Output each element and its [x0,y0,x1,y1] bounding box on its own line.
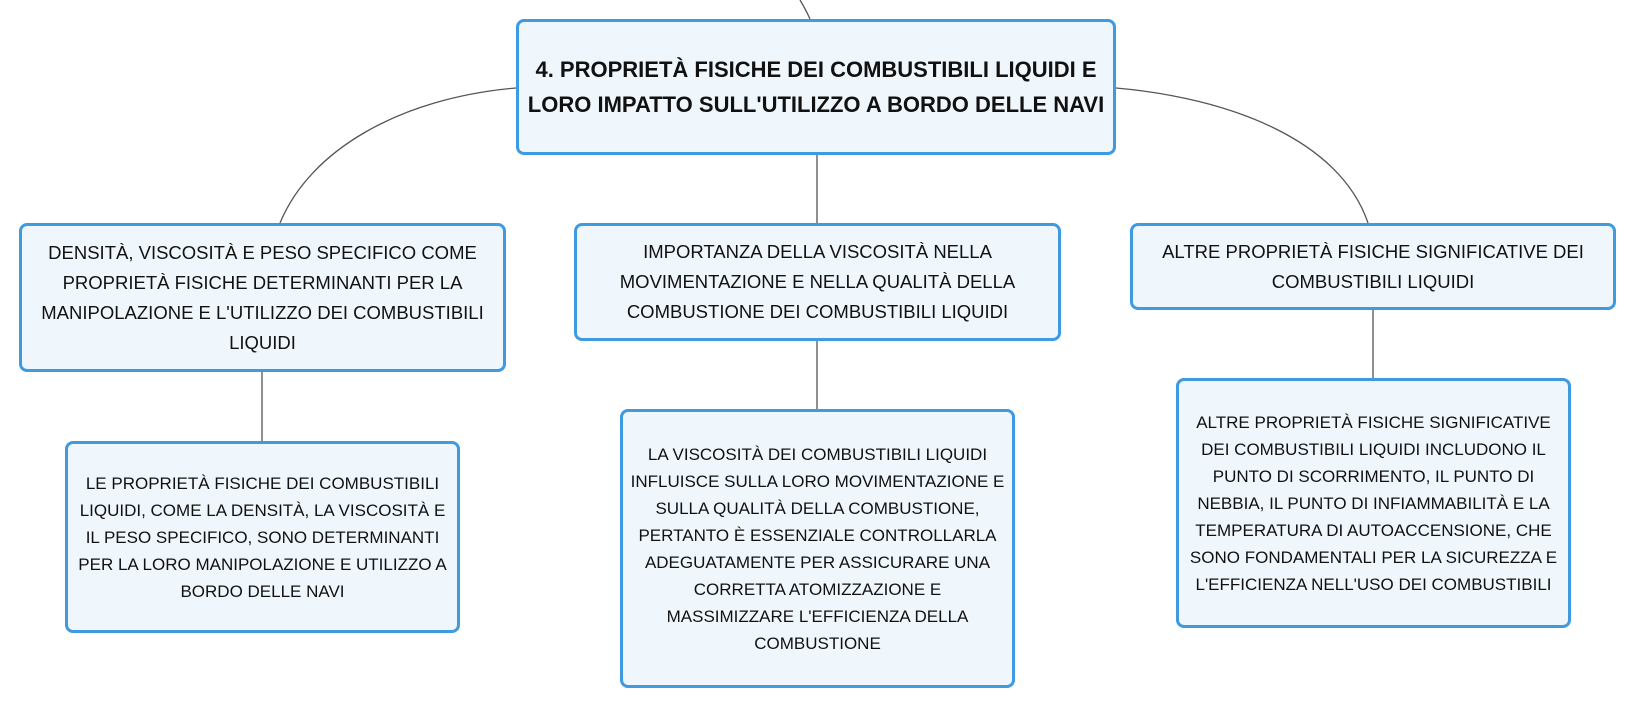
root-topic-label: 4. PROPRIETÀ FISICHE DEI COMBUSTIBILI LIQUIDI E LORO IMPATTO SULL'UTILIZZO A BORDO DELLE NAVI [527,57,1105,117]
branch-topic-1[interactable] [19,223,506,372]
branch-topic-2[interactable] [574,223,1061,341]
branch-topic-3[interactable] [1130,223,1616,310]
detail-topic-2-label: LA VISCOSITÀ DEI COMBUSTIBILI LIQUIDI INFLUISCE SULLA LORO MOVIMENTAZIONE E SULLA QUALITÀ DELLA COMBUSTIONE, PERTANTO È ESSENZIALE CONTROLLARLA ADEGUATAMENTE PER ASSICURARE UNA CORRETTA ATOMIZZAZIONE E MASSIMIZZARE L'EFFICIENZA DELLA COMBUSTIONE [630,444,1005,653]
connector-parent-to-root [800,0,810,19]
connector-root-to-topic-1 [280,88,516,223]
branch-topic-3-label: ALTRE PROPRIETÀ FISICHE SIGNIFICATIVE DEI COMBUSTIBILI LIQUIDI [1162,240,1584,292]
detail-topic-3-label: ALTRE PROPRIETÀ FISICHE SIGNIFICATIVE DEI COMBUSTIBILI LIQUIDI INCLUDONO IL PUNTO DI SCORRIMENTO, IL PUNTO DI NEBBIA, IL PUNTO DI INFIAMMABILITÀ E LA TEMPERATURA DI AUTOACCENSIONE, CHE SONO FONDAMENTALI PER LA SICUREZZA E L'EFFICIENZA NELL'USO DEI COMBUSTIBILI [1189,412,1558,594]
detail-topic-1-label: LE PROPRIETÀ FISICHE DEI COMBUSTIBILI LIQUIDI, COME LA DENSITÀ, LA VISCOSITÀ E IL PESO SPECIFICO, SONO DETERMINANTI PER LA LORO MANIPOLAZIONE E UTILIZZO A BORDO DELLE NAVI [78,473,447,601]
root-topic[interactable] [516,19,1116,155]
detail-topic-1[interactable] [65,441,460,633]
detail-topic-2[interactable] [620,409,1015,688]
branch-topic-2-label: IMPORTANZA DELLA VISCOSITÀ NELLA MOVIMENTAZIONE E NELLA QUALITÀ DELLA COMBUSTIONE DEI COMBUSTIBILI LIQUIDI [619,241,1016,322]
connector-root-to-topic-3 [1116,88,1368,223]
detail-topic-3[interactable] [1176,378,1571,628]
branch-topic-1-label: DENSITÀ, VISCOSITÀ E PESO SPECIFICO COME PROPRIETÀ FISICHE DETERMINANTI PER LA MANIPOLAZIONE E L'UTILIZZO DEI COMBUSTIBILI LIQUIDI [41,241,484,353]
